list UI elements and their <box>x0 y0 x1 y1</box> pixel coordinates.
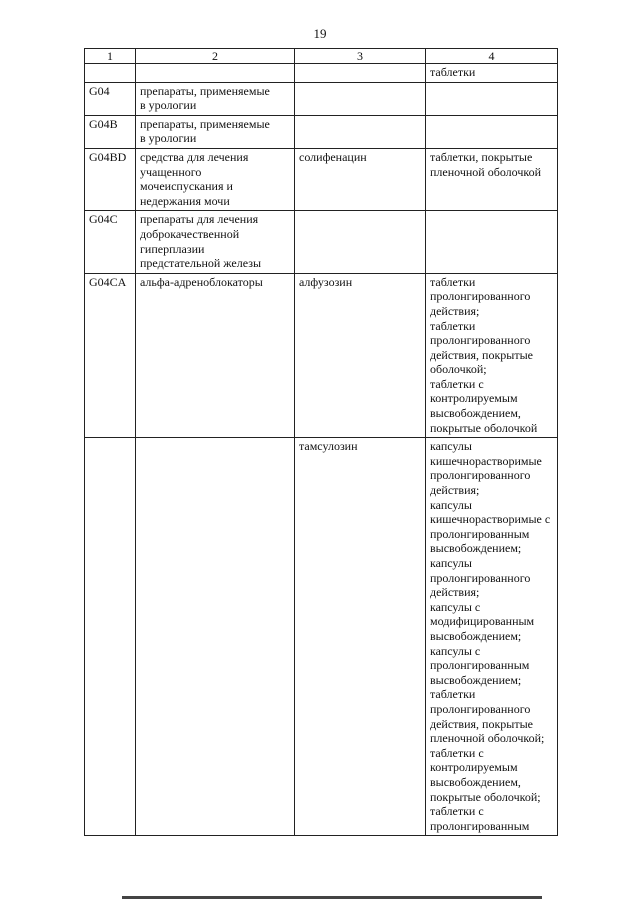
atc-code-cell <box>85 64 136 83</box>
dosage-form-cell: таблетки, покрытые пленочной оболочкой <box>426 148 558 210</box>
table-header-row <box>85 49 558 64</box>
table-row <box>85 115 558 148</box>
drug-name-cell: тамсулозин <box>295 438 426 836</box>
atc-code-cell: G04B <box>85 115 136 148</box>
table-row <box>85 82 558 115</box>
dosage-form-cell <box>426 115 558 148</box>
group-name-cell <box>136 64 295 83</box>
header-cell-3: 3 <box>295 49 426 64</box>
group-name-cell: средства для лечения учащенного мочеиспускания и недержания мочи <box>136 148 295 210</box>
scan-edge-mark <box>122 896 542 899</box>
group-name-cell: препараты, применяемые в урологии <box>136 82 295 115</box>
table-row <box>85 438 558 836</box>
atc-code-cell: G04 <box>85 82 136 115</box>
dosage-form-cell <box>426 211 558 273</box>
table-row <box>85 148 558 210</box>
atc-code-cell <box>85 438 136 836</box>
dosage-form-cell: капсулы кишечнорастворимые пролонгированного действия; капсулы кишечнорастворимые с пролонгированным высвобождением; капсулы пролонгированного действия; капсулы с модифицированным высвобождением; капсулы с пролонгированным высвобождением; таблетки пролонгированного действия, покрытые пленочной оболочкой; таблетки с контролируемым высвобождением, покрытые оболочкой; таблетки с пролонгированным <box>426 438 558 836</box>
group-name-cell: препараты для лечения доброкачественной гиперплазии предстательной железы <box>136 211 295 273</box>
drug-name-cell: солифенацин <box>295 148 426 210</box>
drug-name-cell <box>295 82 426 115</box>
table-row <box>85 273 558 438</box>
dosage-form-cell: таблетки пролонгированного действия; таблетки пролонгированного действия, покрытые оболочкой; таблетки с контролируемым высвобождением, покрытые оболочкой <box>426 273 558 438</box>
drug-name-cell <box>295 115 426 148</box>
page-number: 19 <box>313 26 327 41</box>
header-cell-2: 2 <box>136 49 295 64</box>
dosage-form-cell <box>426 82 558 115</box>
dosage-form-cell: таблетки <box>426 64 558 83</box>
atc-code-cell: G04BD <box>85 148 136 210</box>
drug-name-cell: алфузозин <box>295 273 426 438</box>
drug-name-cell <box>295 211 426 273</box>
group-name-cell: препараты, применяемые в урологии <box>136 115 295 148</box>
drug-name-cell <box>295 64 426 83</box>
table-row <box>85 211 558 273</box>
atc-code-cell: G04CA <box>85 273 136 438</box>
header-cell-1: 1 <box>85 49 136 64</box>
header-cell-4: 4 <box>426 49 558 64</box>
table-row <box>85 64 558 83</box>
atc-code-cell: G04C <box>85 211 136 273</box>
medication-table <box>84 48 558 836</box>
group-name-cell <box>136 438 295 836</box>
group-name-cell: альфа-адреноблокаторы <box>136 273 295 438</box>
